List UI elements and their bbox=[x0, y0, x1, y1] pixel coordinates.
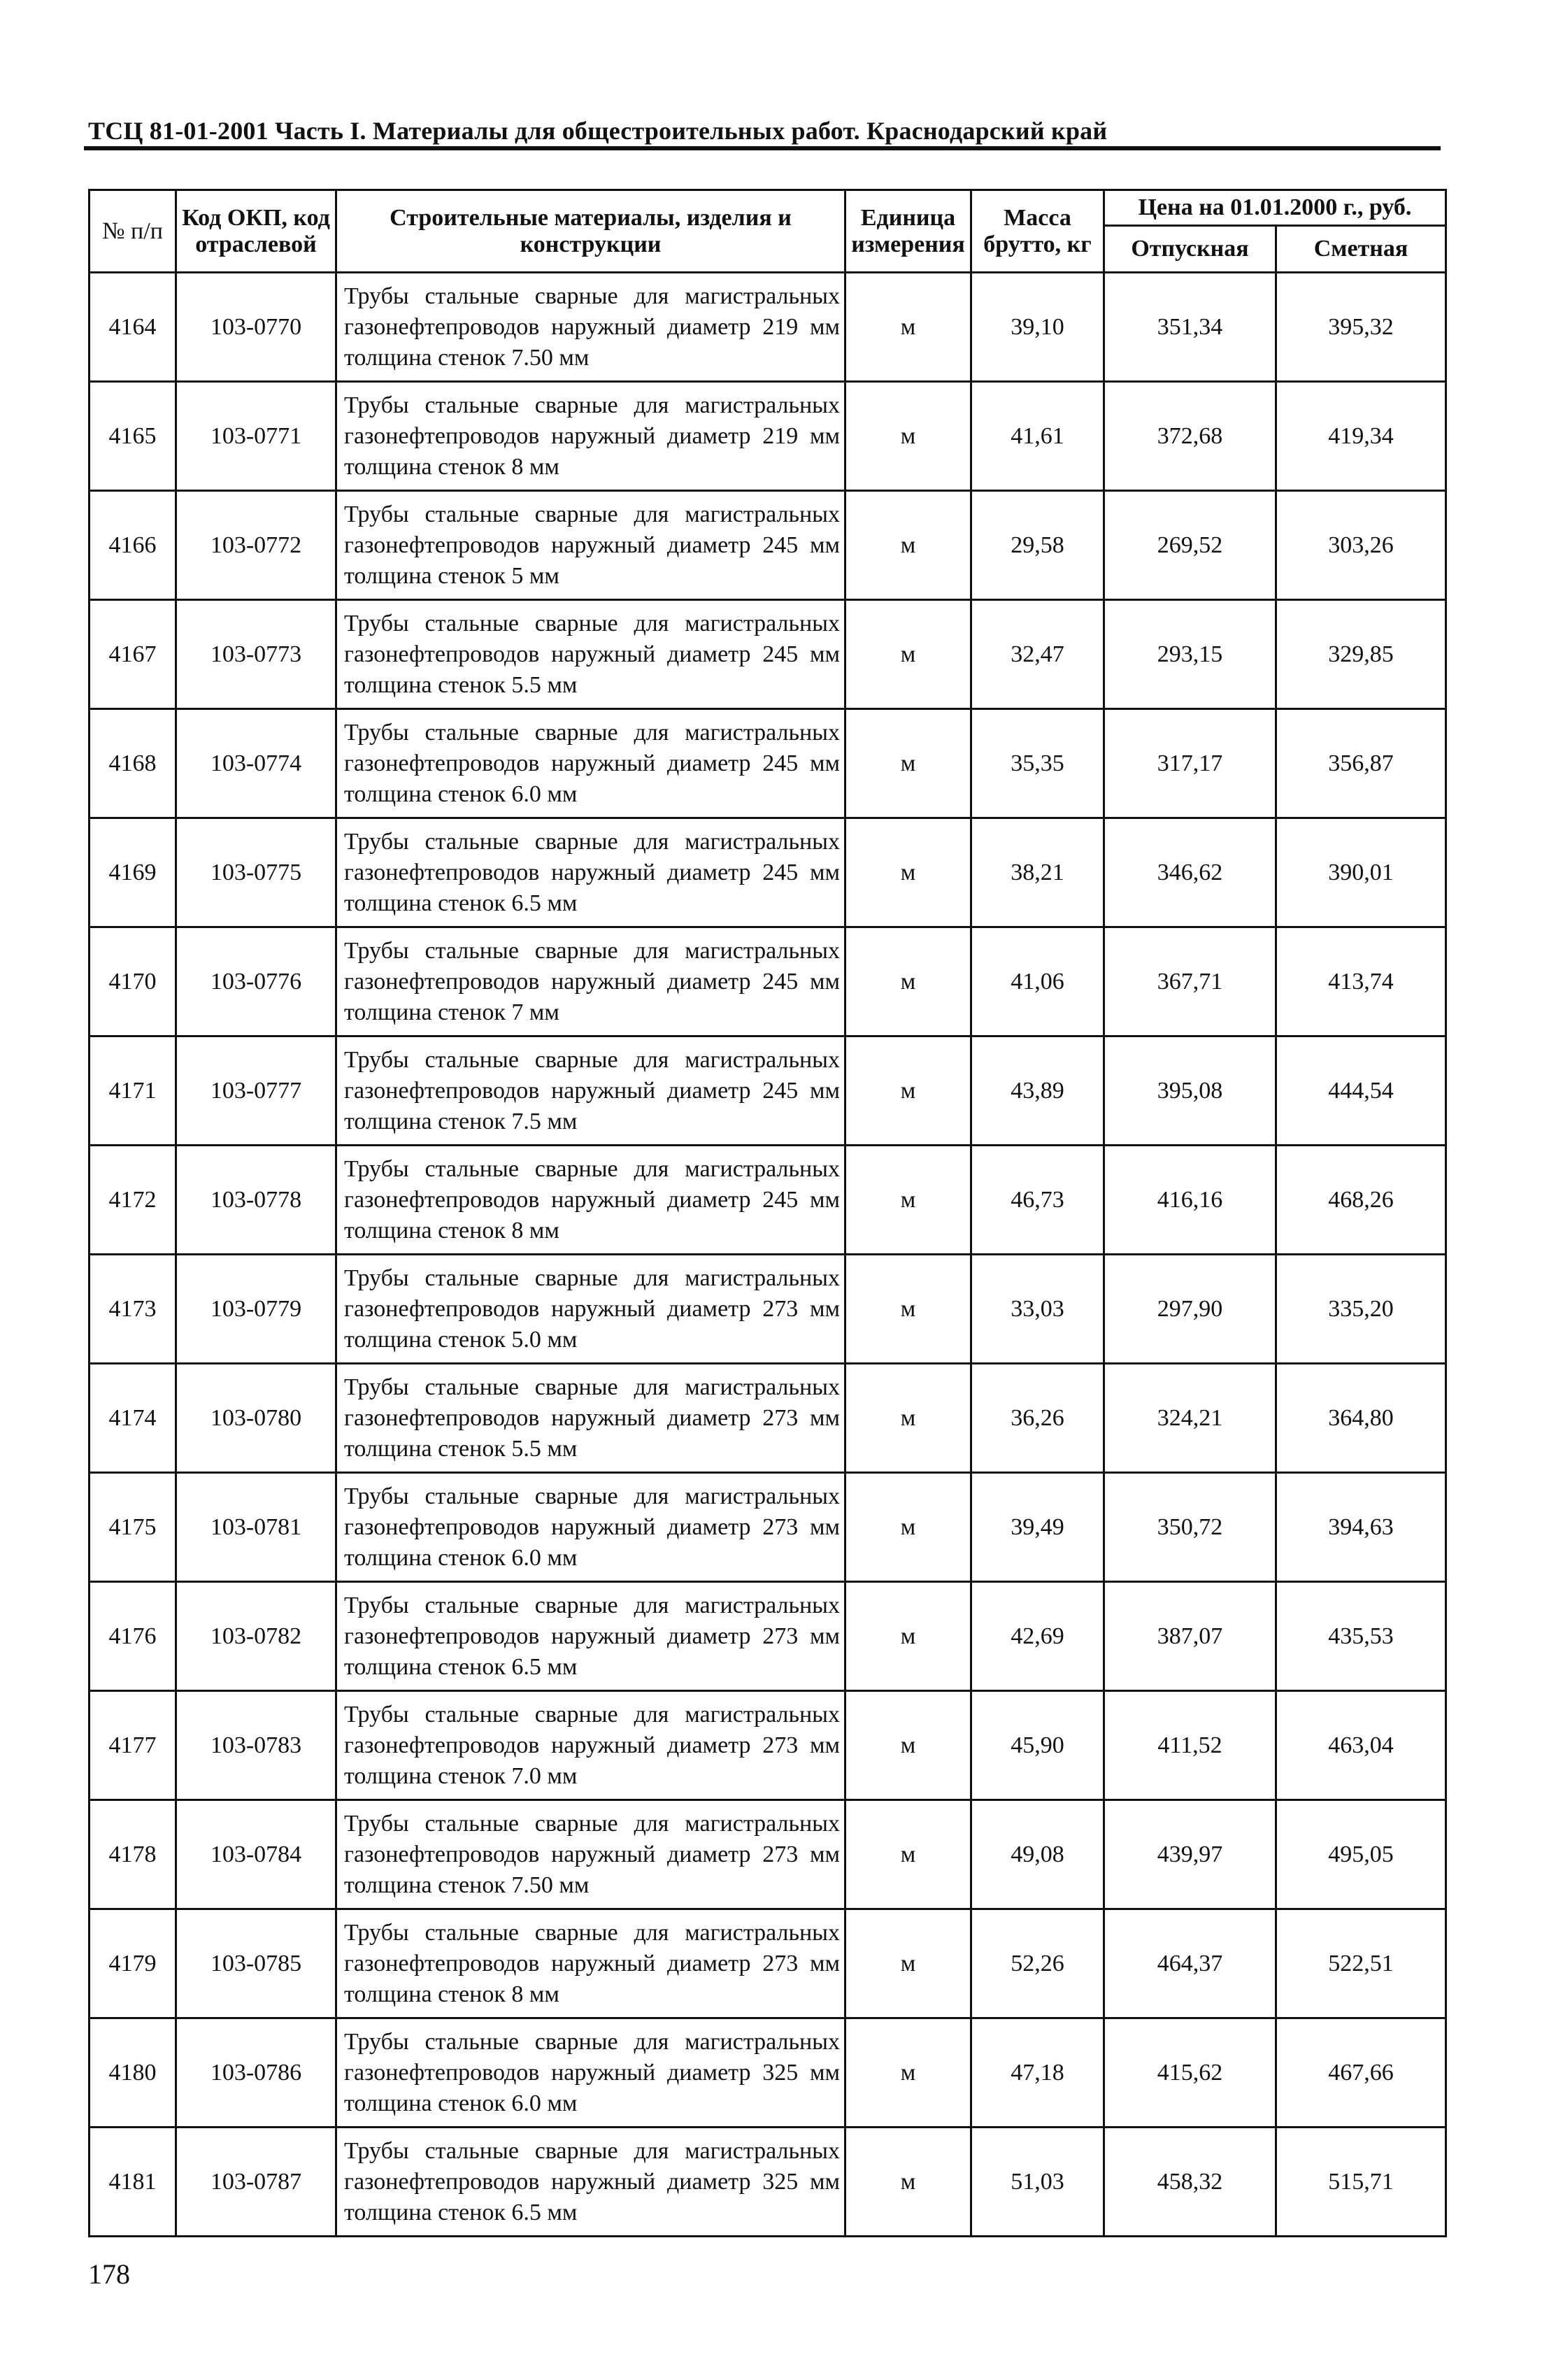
release-price-cell: 324,21 bbox=[1104, 1364, 1276, 1473]
okp-code-cell: 103-0782 bbox=[176, 1582, 336, 1691]
row-number-cell: 4172 bbox=[90, 1146, 176, 1255]
unit-cell: м bbox=[845, 382, 971, 491]
material-name-cell: Трубы стальные сварные для магистральных газонефтепроводов наружный диаметр 219 мм толщина стенок 7.50 мм bbox=[336, 273, 845, 382]
material-name-cell: Трубы стальные сварные для магистральных газонефтепроводов наружный диаметр 273 мм толщина стенок 7.0 мм bbox=[336, 1691, 845, 1800]
material-name-cell: Трубы стальные сварные для магистральных газонефтепроводов наружный диаметр 245 мм толщина стенок 8 мм bbox=[336, 1146, 845, 1255]
release-price-cell: 293,15 bbox=[1104, 600, 1276, 709]
table-row bbox=[90, 818, 1446, 927]
release-price-cell: 458,32 bbox=[1104, 2128, 1276, 2237]
release-price-cell: 317,17 bbox=[1104, 709, 1276, 818]
material-name-cell: Трубы стальные сварные для магистральных газонефтепроводов наружный диаметр 219 мм толщина стенок 8 мм bbox=[336, 382, 845, 491]
row-number-cell: 4170 bbox=[90, 927, 176, 1036]
unit-cell: м bbox=[845, 273, 971, 382]
material-name-cell: Трубы стальные сварные для магистральных газонефтепроводов наружный диаметр 245 мм толщина стенок 6.0 мм bbox=[336, 709, 845, 818]
okp-code-cell: 103-0784 bbox=[176, 1800, 336, 1909]
okp-code-cell: 103-0774 bbox=[176, 709, 336, 818]
table-row bbox=[90, 273, 1446, 382]
estimate-price-cell: 364,80 bbox=[1276, 1364, 1446, 1473]
unit-cell: м bbox=[845, 1146, 971, 1255]
okp-code-cell: 103-0777 bbox=[176, 1036, 336, 1146]
table-row bbox=[90, 491, 1446, 600]
row-number-cell: 4180 bbox=[90, 2018, 176, 2128]
unit-cell: м bbox=[845, 818, 971, 927]
material-name-cell: Трубы стальные сварные для магистральных газонефтепроводов наружный диаметр 273 мм толщина стенок 6.5 мм bbox=[336, 1582, 845, 1691]
release-price-cell: 439,97 bbox=[1104, 1800, 1276, 1909]
price-table-container bbox=[88, 189, 1445, 2237]
gross-mass-cell: 47,18 bbox=[971, 2018, 1104, 2128]
estimate-price-cell: 463,04 bbox=[1276, 1691, 1446, 1800]
row-number-cell: 4167 bbox=[90, 600, 176, 709]
estimate-price-cell: 522,51 bbox=[1276, 1909, 1446, 2018]
gross-mass-cell: 36,26 bbox=[971, 1364, 1104, 1473]
estimate-price-cell: 495,05 bbox=[1276, 1800, 1446, 1909]
table-row bbox=[90, 1473, 1446, 1582]
okp-code-cell: 103-0778 bbox=[176, 1146, 336, 1255]
gross-mass-cell: 39,49 bbox=[971, 1473, 1104, 1582]
gross-mass-cell: 39,10 bbox=[971, 273, 1104, 382]
row-number-cell: 4175 bbox=[90, 1473, 176, 1582]
table-body bbox=[90, 273, 1446, 2237]
release-price-cell: 416,16 bbox=[1104, 1146, 1276, 1255]
material-name-cell: Трубы стальные сварные для магистральных газонефтепроводов наружный диаметр 245 мм толщина стенок 5 мм bbox=[336, 491, 845, 600]
unit-cell: м bbox=[845, 1473, 971, 1582]
estimate-price-cell: 515,71 bbox=[1276, 2128, 1446, 2237]
col-header-price-group: Цена на 01.01.2000 г., руб. bbox=[1104, 190, 1446, 226]
table-row bbox=[90, 1146, 1446, 1255]
release-price-cell: 387,07 bbox=[1104, 1582, 1276, 1691]
table-row bbox=[90, 1800, 1446, 1909]
row-number-cell: 4166 bbox=[90, 491, 176, 600]
col-header-unit: Единица измерения bbox=[845, 190, 971, 273]
unit-cell: м bbox=[845, 1582, 971, 1691]
estimate-price-cell: 435,53 bbox=[1276, 1582, 1446, 1691]
unit-cell: м bbox=[845, 709, 971, 818]
gross-mass-cell: 46,73 bbox=[971, 1146, 1104, 1255]
okp-code-cell: 103-0770 bbox=[176, 273, 336, 382]
col-header-name: Строительные материалы, изделия и конструкции bbox=[336, 190, 845, 273]
release-price-cell: 395,08 bbox=[1104, 1036, 1276, 1146]
estimate-price-cell: 335,20 bbox=[1276, 1255, 1446, 1364]
col-header-num: № п/п bbox=[90, 190, 176, 273]
gross-mass-cell: 38,21 bbox=[971, 818, 1104, 927]
release-price-cell: 464,37 bbox=[1104, 1909, 1276, 2018]
gross-mass-cell: 43,89 bbox=[971, 1036, 1104, 1146]
gross-mass-cell: 32,47 bbox=[971, 600, 1104, 709]
estimate-price-cell: 419,34 bbox=[1276, 382, 1446, 491]
table-row bbox=[90, 1691, 1446, 1800]
row-number-cell: 4179 bbox=[90, 1909, 176, 2018]
okp-code-cell: 103-0776 bbox=[176, 927, 336, 1036]
unit-cell: м bbox=[845, 1036, 971, 1146]
material-name-cell: Трубы стальные сварные для магистральных газонефтепроводов наружный диаметр 273 мм толщина стенок 8 мм bbox=[336, 1909, 845, 2018]
row-number-cell: 4165 bbox=[90, 382, 176, 491]
row-number-cell: 4181 bbox=[90, 2128, 176, 2237]
row-number-cell: 4174 bbox=[90, 1364, 176, 1473]
table-row bbox=[90, 382, 1446, 491]
gross-mass-cell: 45,90 bbox=[971, 1691, 1104, 1800]
header-rule bbox=[84, 146, 1441, 150]
row-number-cell: 4168 bbox=[90, 709, 176, 818]
unit-cell: м bbox=[845, 600, 971, 709]
price-table bbox=[88, 189, 1447, 2237]
material-name-cell: Трубы стальные сварные для магистральных газонефтепроводов наружный диаметр 245 мм толщина стенок 5.5 мм bbox=[336, 600, 845, 709]
material-name-cell: Трубы стальные сварные для магистральных газонефтепроводов наружный диаметр 325 мм толщина стенок 6.0 мм bbox=[336, 2018, 845, 2128]
material-name-cell: Трубы стальные сварные для магистральных газонефтепроводов наружный диаметр 273 мм толщина стенок 7.50 мм bbox=[336, 1800, 845, 1909]
table-row bbox=[90, 927, 1446, 1036]
table-row bbox=[90, 1582, 1446, 1691]
row-number-cell: 4178 bbox=[90, 1800, 176, 1909]
material-name-cell: Трубы стальные сварные для магистральных газонефтепроводов наружный диаметр 273 мм толщина стенок 5.5 мм bbox=[336, 1364, 845, 1473]
row-number-cell: 4177 bbox=[90, 1691, 176, 1800]
release-price-cell: 372,68 bbox=[1104, 382, 1276, 491]
gross-mass-cell: 29,58 bbox=[971, 491, 1104, 600]
okp-code-cell: 103-0785 bbox=[176, 1909, 336, 2018]
estimate-price-cell: 394,63 bbox=[1276, 1473, 1446, 1582]
estimate-price-cell: 395,32 bbox=[1276, 273, 1446, 382]
estimate-price-cell: 413,74 bbox=[1276, 927, 1446, 1036]
gross-mass-cell: 49,08 bbox=[971, 1800, 1104, 1909]
estimate-price-cell: 390,01 bbox=[1276, 818, 1446, 927]
material-name-cell: Трубы стальные сварные для магистральных газонефтепроводов наружный диаметр 273 мм толщина стенок 6.0 мм bbox=[336, 1473, 845, 1582]
estimate-price-cell: 444,54 bbox=[1276, 1036, 1446, 1146]
gross-mass-cell: 41,06 bbox=[971, 927, 1104, 1036]
row-number-cell: 4173 bbox=[90, 1255, 176, 1364]
table-row bbox=[90, 2128, 1446, 2237]
table-row bbox=[90, 1909, 1446, 2018]
gross-mass-cell: 33,03 bbox=[971, 1255, 1104, 1364]
running-header: ТСЦ 81-01-2001 Часть I. Материалы для общестроительных работ. Краснодарский край bbox=[88, 117, 1108, 145]
release-price-cell: 411,52 bbox=[1104, 1691, 1276, 1800]
okp-code-cell: 103-0780 bbox=[176, 1364, 336, 1473]
gross-mass-cell: 51,03 bbox=[971, 2128, 1104, 2237]
material-name-cell: Трубы стальные сварные для магистральных газонефтепроводов наружный диаметр 325 мм толщина стенок 6.5 мм bbox=[336, 2128, 845, 2237]
gross-mass-cell: 42,69 bbox=[971, 1582, 1104, 1691]
unit-cell: м bbox=[845, 1691, 971, 1800]
table-row bbox=[90, 709, 1446, 818]
estimate-price-cell: 303,26 bbox=[1276, 491, 1446, 600]
material-name-cell: Трубы стальные сварные для магистральных газонефтепроводов наружный диаметр 245 мм толщина стенок 7 мм bbox=[336, 927, 845, 1036]
release-price-cell: 297,90 bbox=[1104, 1255, 1276, 1364]
okp-code-cell: 103-0779 bbox=[176, 1255, 336, 1364]
estimate-price-cell: 467,66 bbox=[1276, 2018, 1446, 2128]
unit-cell: м bbox=[845, 2128, 971, 2237]
okp-code-cell: 103-0781 bbox=[176, 1473, 336, 1582]
okp-code-cell: 103-0771 bbox=[176, 382, 336, 491]
release-price-cell: 415,62 bbox=[1104, 2018, 1276, 2128]
unit-cell: м bbox=[845, 1800, 971, 1909]
row-number-cell: 4176 bbox=[90, 1582, 176, 1691]
row-number-cell: 4169 bbox=[90, 818, 176, 927]
table-row bbox=[90, 2018, 1446, 2128]
row-number-cell: 4171 bbox=[90, 1036, 176, 1146]
unit-cell: м bbox=[845, 1255, 971, 1364]
release-price-cell: 351,34 bbox=[1104, 273, 1276, 382]
unit-cell: м bbox=[845, 1364, 971, 1473]
okp-code-cell: 103-0775 bbox=[176, 818, 336, 927]
release-price-cell: 269,52 bbox=[1104, 491, 1276, 600]
col-header-code: Код ОКП, код отраслевой bbox=[176, 190, 336, 273]
okp-code-cell: 103-0772 bbox=[176, 491, 336, 600]
okp-code-cell: 103-0783 bbox=[176, 1691, 336, 1800]
okp-code-cell: 103-0786 bbox=[176, 2018, 336, 2128]
row-number-cell: 4164 bbox=[90, 273, 176, 382]
unit-cell: м bbox=[845, 491, 971, 600]
material-name-cell: Трубы стальные сварные для магистральных газонефтепроводов наружный диаметр 245 мм толщина стенок 7.5 мм bbox=[336, 1036, 845, 1146]
estimate-price-cell: 356,87 bbox=[1276, 709, 1446, 818]
material-name-cell: Трубы стальные сварные для магистральных газонефтепроводов наружный диаметр 273 мм толщина стенок 5.0 мм bbox=[336, 1255, 845, 1364]
unit-cell: м bbox=[845, 1909, 971, 2018]
col-header-price-release: Отпускная bbox=[1104, 226, 1276, 273]
page-number: 178 bbox=[88, 2258, 130, 2290]
col-header-mass: Масса брутто, кг bbox=[971, 190, 1104, 273]
unit-cell: м bbox=[845, 927, 971, 1036]
table-row bbox=[90, 1036, 1446, 1146]
gross-mass-cell: 52,26 bbox=[971, 1909, 1104, 2018]
table-row bbox=[90, 600, 1446, 709]
okp-code-cell: 103-0773 bbox=[176, 600, 336, 709]
table-row bbox=[90, 1364, 1446, 1473]
release-price-cell: 367,71 bbox=[1104, 927, 1276, 1036]
release-price-cell: 346,62 bbox=[1104, 818, 1276, 927]
material-name-cell: Трубы стальные сварные для магистральных газонефтепроводов наружный диаметр 245 мм толщина стенок 6.5 мм bbox=[336, 818, 845, 927]
gross-mass-cell: 35,35 bbox=[971, 709, 1104, 818]
table-row bbox=[90, 1255, 1446, 1364]
estimate-price-cell: 468,26 bbox=[1276, 1146, 1446, 1255]
estimate-price-cell: 329,85 bbox=[1276, 600, 1446, 709]
okp-code-cell: 103-0787 bbox=[176, 2128, 336, 2237]
col-header-price-estimate: Сметная bbox=[1276, 226, 1446, 273]
table-header bbox=[90, 190, 1446, 273]
gross-mass-cell: 41,61 bbox=[971, 382, 1104, 491]
unit-cell: м bbox=[845, 2018, 971, 2128]
release-price-cell: 350,72 bbox=[1104, 1473, 1276, 1582]
